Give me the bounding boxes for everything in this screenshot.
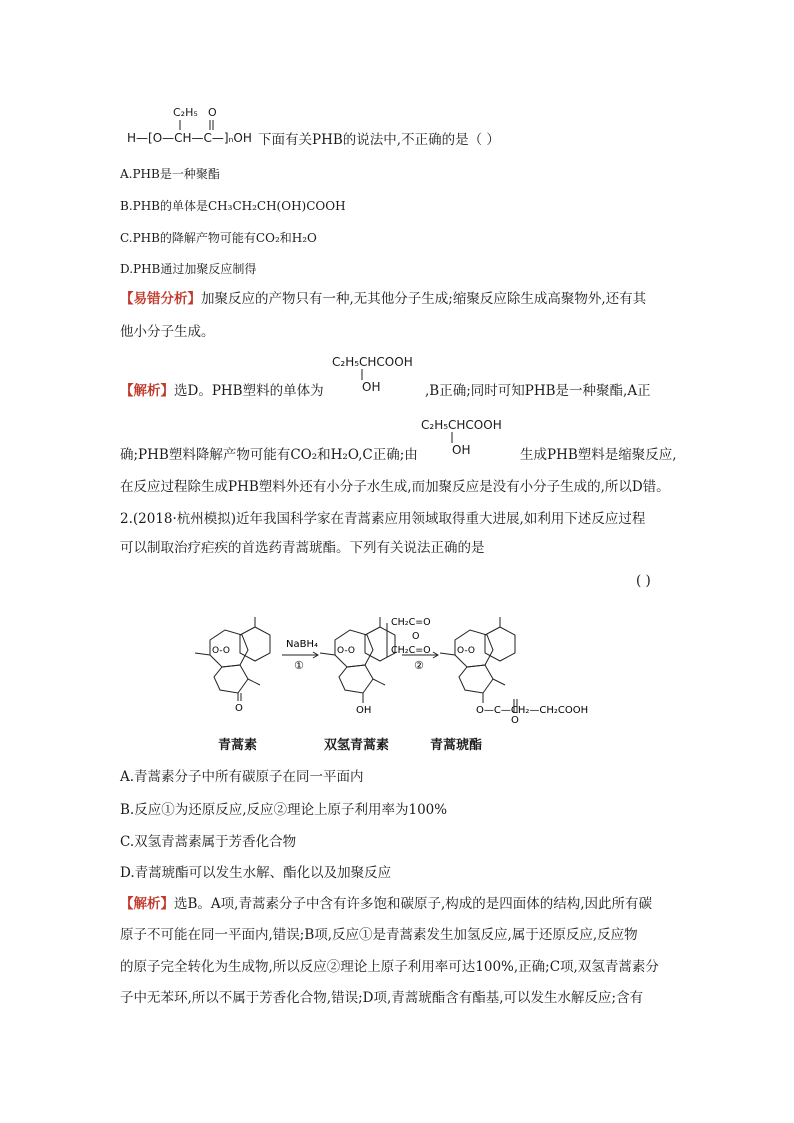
label-dihydroartemisinin: 双氢青蒿素 [324, 738, 390, 753]
phb-chain: H—[O—CH—C—]ₙOH [127, 131, 252, 145]
peroxide-2: O-O [337, 646, 355, 656]
q1-error-analysis-line2: 他小分子生成。 [120, 324, 215, 340]
q2-stem-line2: 可以制取治疗疟疾的首选药青蒿琥酯。下列有关说法正确的是 [120, 540, 485, 556]
q1-analysis-line1a [120, 381, 324, 401]
q1-option-a: A.PHB是一种聚酯 [120, 167, 220, 181]
q1-analysis-line2a: 确;PHB塑料降解产物可能有CO₂和H₂O,C正确;由 [120, 447, 418, 463]
reaction-scheme [190, 615, 610, 735]
q1-analysis-line1b: ,B正确;同时可知PHB是一种聚酯,A正 [425, 383, 651, 399]
step-2-label: ② [414, 659, 424, 672]
error-analysis-text-1: 加聚反应的产物只有一种,无其他分子生成;缩聚反应除生成高聚物外,还有其 [201, 291, 647, 307]
q2-option-d: D.青蒿琥酯可以发生水解、酯化以及加聚反应 [120, 865, 392, 881]
q2-answer-bracket: ( ) [636, 573, 651, 589]
dihydroartemisinin-structure [320, 617, 395, 703]
anhydride-top: CH₂C=O [391, 617, 431, 628]
q2-analysis-line3: 的原子完全转化为生成物,所以反应②理论上原子利用率可达100%,正确;C项,双氢青蒿素分 [120, 959, 659, 975]
ester-o: O [511, 715, 519, 726]
artesunate-structure [440, 617, 517, 713]
q2-analysis-line4: 子中无苯环,所以不属于芳香化合物,错误;D项,青蒿琥酯含有酯基,可以发生水解反应;含有 [120, 990, 644, 1006]
q2-stem-line1: 2.(2018·杭州模拟)近年我国科学家在青蒿素应用领域取得重大进展,如利用下述反应过程 [120, 511, 646, 527]
step-1-label: ① [294, 659, 304, 672]
analysis-text-1a: 选D。PHB塑料的单体为 [174, 383, 324, 399]
q1-stem: 下面有关PHB的说法中,不正确的是（ ） [258, 132, 500, 148]
q2-option-b: B.反应①为还原反应,反应②理论上原子利用率为100% [120, 802, 448, 818]
monomer-formula-top-2: C₂H₅CHCOOH [421, 418, 502, 432]
q2-analysis-line1 [120, 894, 652, 914]
phb-top-o: O [208, 106, 217, 119]
error-analysis-tag: 【易错分析】 [120, 291, 201, 307]
anhydride-bottom: CH₂C=O [391, 645, 431, 656]
analysis-tag-2: 【解析】 [120, 896, 174, 912]
monomer-formula-oh-2: OH [452, 443, 471, 457]
q1-analysis-line3: 在反应过程除生成PHB塑料外还有小分子水生成,而加聚反应是没有小分子生成的,所以D错。 [120, 479, 670, 495]
q1-option-b: B.PHB的单体是CH₃CH₂CH(OH)COOH [120, 199, 346, 213]
ester-chain: O—C—CH₂—CH₂COOH [476, 705, 589, 716]
q2-option-a: A.青蒿素分子中所有碳原子在同一平面内 [120, 769, 364, 785]
phb-top-group: C₂H₅ [173, 106, 198, 119]
monomer-formula-top-1: C₂H₅CHCOOH [332, 355, 413, 369]
peroxide-1: O-O [212, 646, 230, 656]
q1-option-c: C.PHB的降解产物可能有CO₂和H₂O [120, 231, 317, 245]
q2-option-c: C.双氢青蒿素属于芳香化合物 [120, 834, 297, 850]
analysis-tag-1: 【解析】 [120, 383, 174, 399]
q2-analysis-line2: 原子不可能在同一平面内,错误;B项,反应①是青蒿素发生加氢反应,属于还原反应,反应物 [120, 927, 638, 943]
peroxide-3: O-O [457, 646, 475, 656]
hydroxyl-oh: OH [356, 705, 372, 716]
analysis-text-2-1: 选B。A项,青蒿素分子中含有许多饱和碳原子,构成的是四面体的结构,因此所有碳 [174, 896, 653, 912]
q1-error-analysis-line1 [120, 289, 646, 309]
label-artemisinin: 青蒿素 [218, 738, 258, 753]
q1-analysis-line2b: 生成PHB塑料是缩聚反应, [520, 447, 677, 463]
artemisinin-structure [195, 617, 270, 701]
reagent-nabh4: NaBH₄ [286, 639, 318, 650]
q1-option-d: D.PHB通过加聚反应制得 [120, 262, 257, 276]
monomer-formula-oh-1: OH [362, 380, 381, 394]
ketone-o: O [235, 703, 243, 714]
label-artesunate: 青蒿琥酯 [430, 738, 483, 753]
anhydride-mid: O [412, 631, 420, 642]
